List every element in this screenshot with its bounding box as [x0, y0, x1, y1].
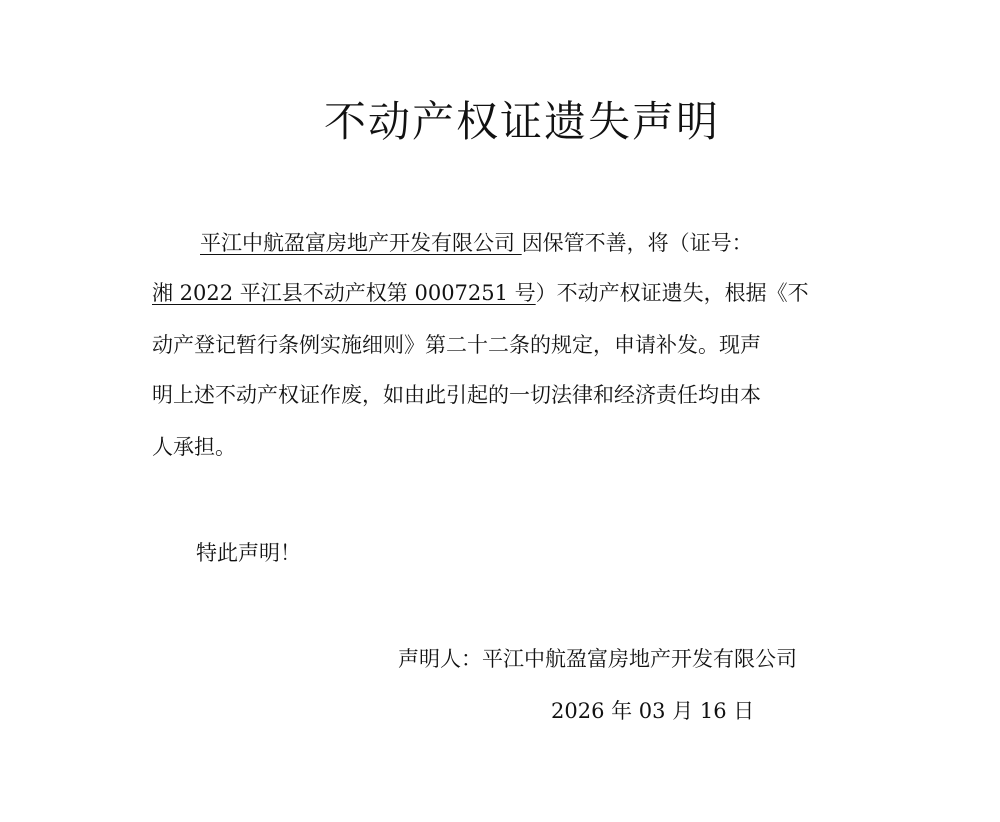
- body-line-4: 明上述不动产权证作废，如由此引起的一切法律和经济责任均由本: [152, 383, 761, 407]
- body-line-2-text: ）不动产权证遗失，根据《不: [535, 281, 809, 305]
- body-line-3: 动产登记暂行条例实施细则》第二十二条的规定，申请补发。现声: [152, 333, 761, 357]
- declarant-signature: 声明人：平江中航盈富房地产开发有限公司: [398, 647, 797, 671]
- declaration-date: 2026 年 03 月 16 日: [551, 699, 755, 723]
- certificate-number-underlined: 湘 2022 平江县不动产权第 0007251 号: [152, 281, 536, 305]
- body-line-1-text: 因保管不善，将（证号：: [521, 231, 753, 255]
- body-line-1: [200, 228, 753, 258]
- body-line-5: 人承担。: [152, 435, 236, 459]
- body-line-2: [152, 278, 809, 308]
- page-title: 不动产权证遗失声明: [323, 97, 720, 146]
- company-name-underlined: 平江中航盈富房地产开发有限公司: [200, 231, 522, 255]
- closing-statement: 特此声明！: [196, 541, 301, 565]
